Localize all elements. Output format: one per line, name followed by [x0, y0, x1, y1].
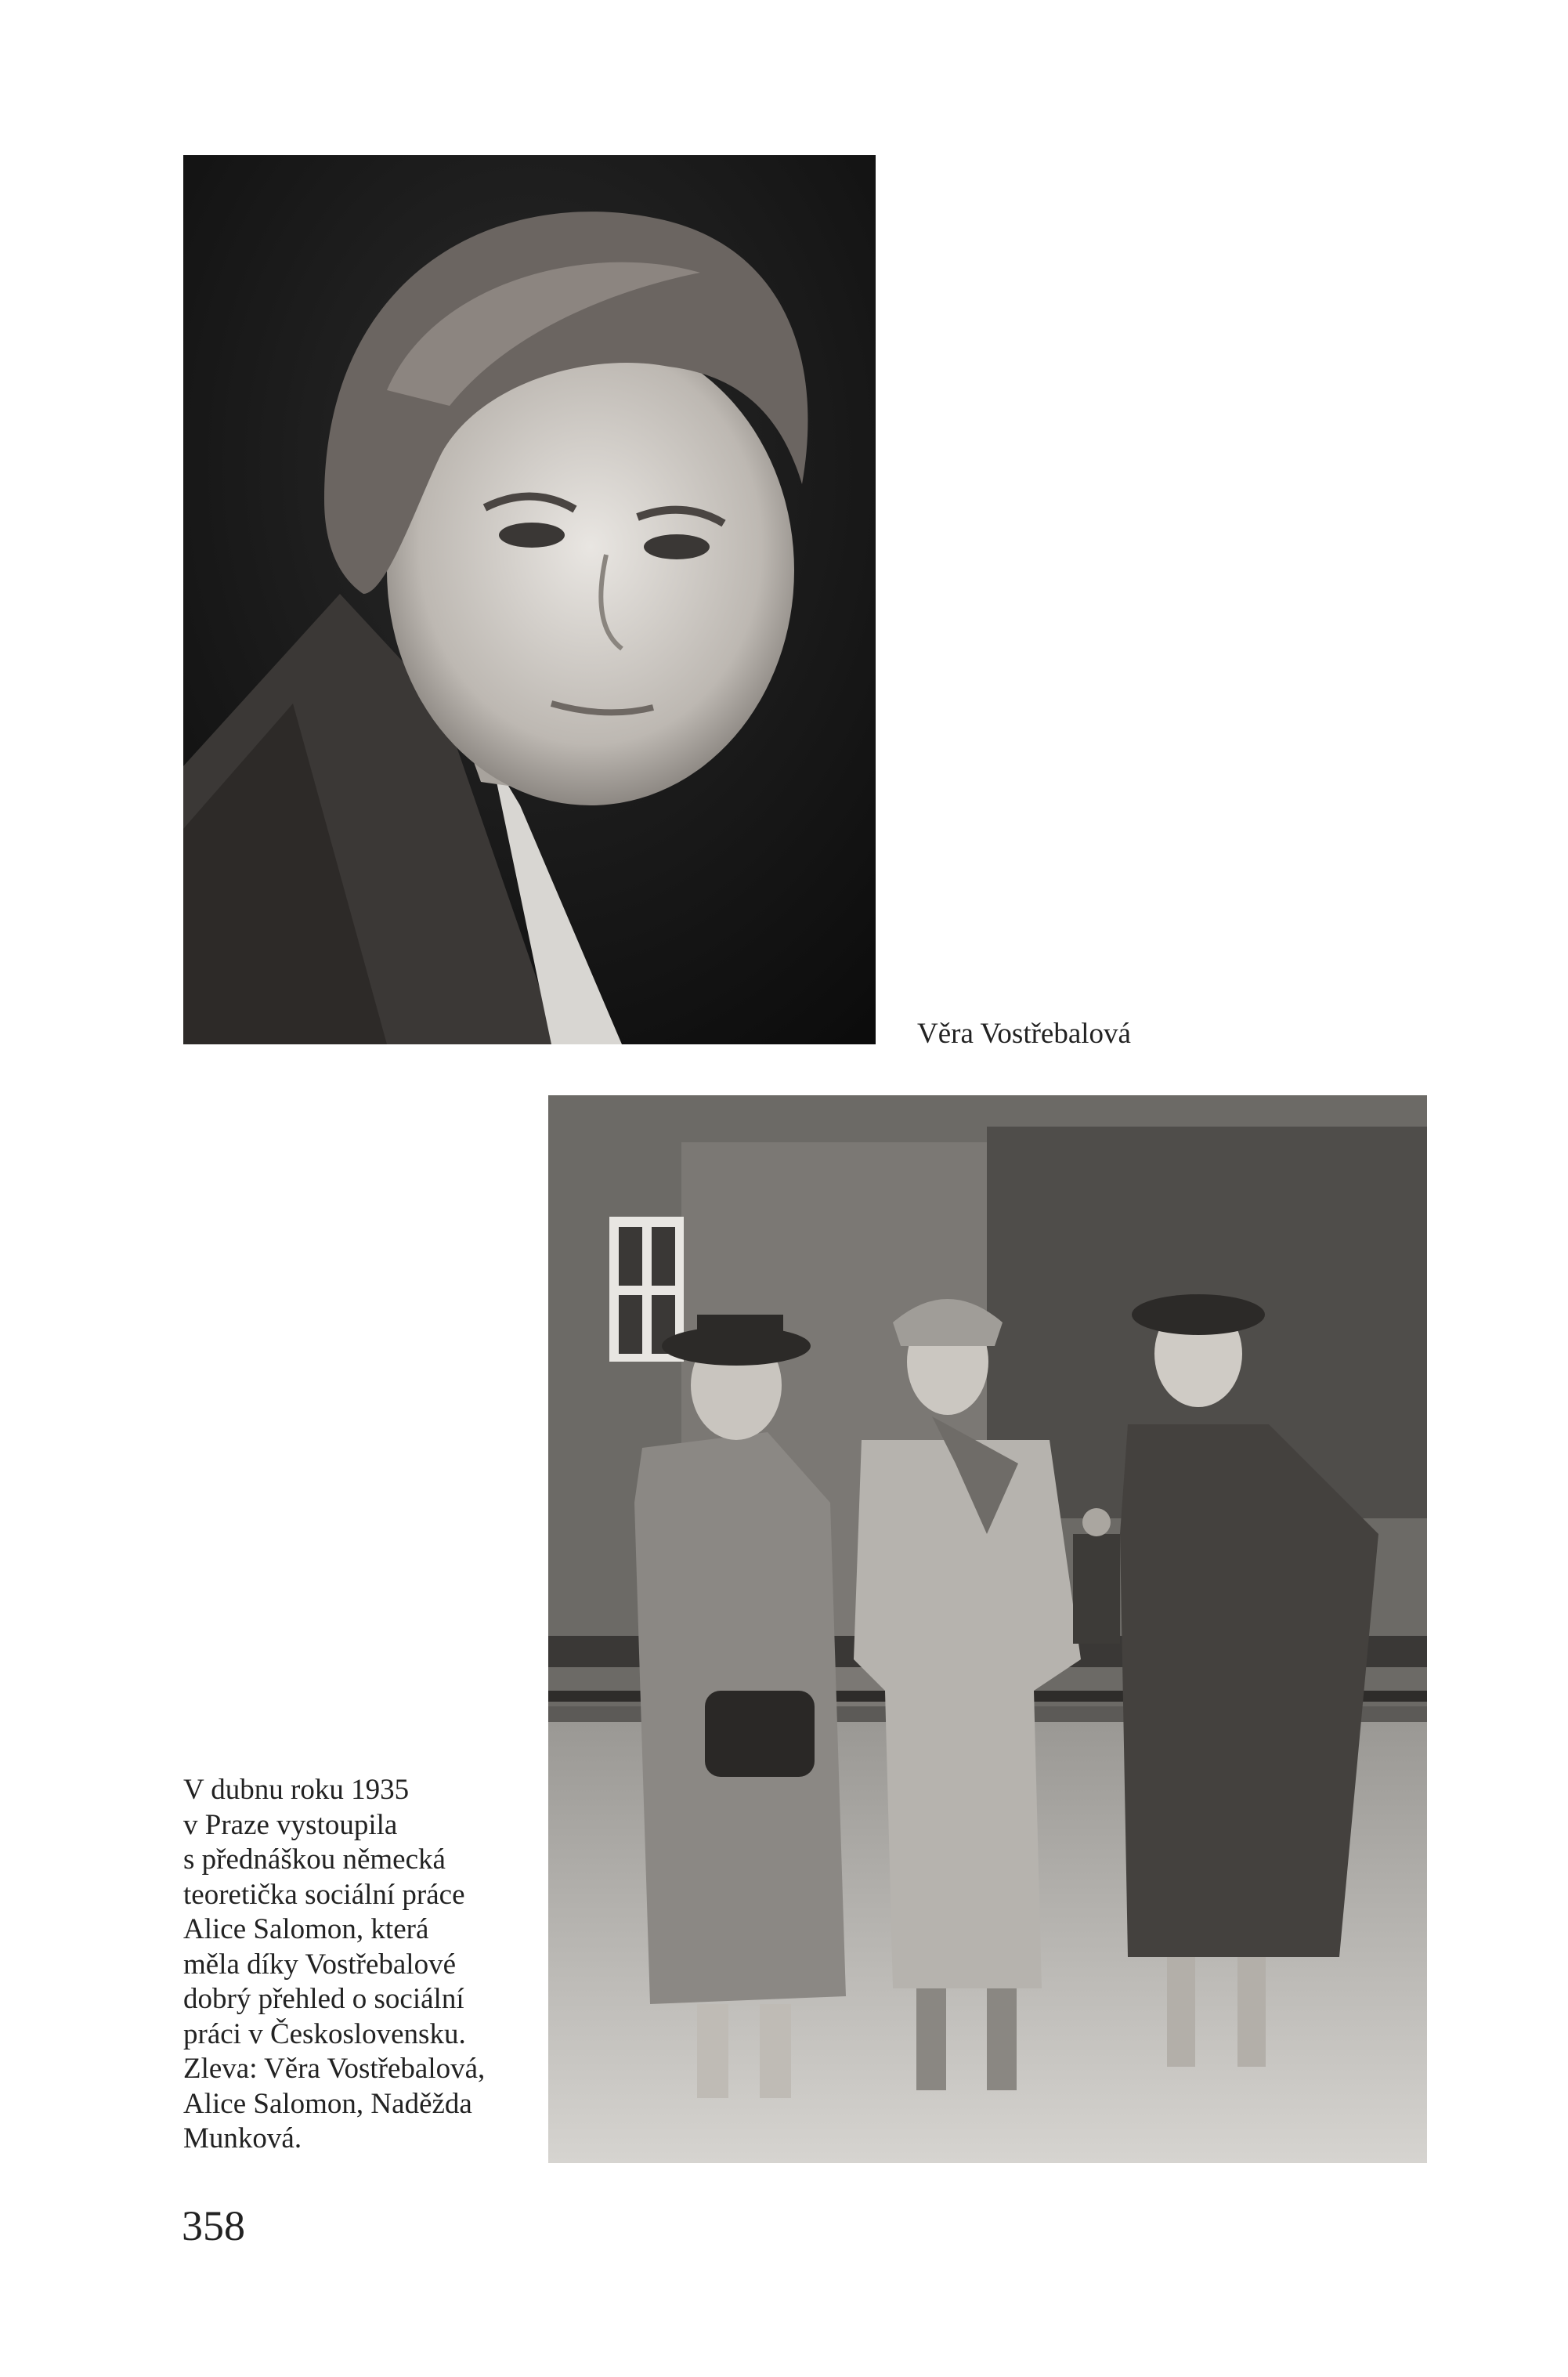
portrait-caption: Věra Vostřebalová	[917, 1018, 1131, 1050]
portrait-photo-image	[183, 155, 876, 1044]
group-photo-caption: V dubnu roku 1935 v Praze vystoupila s přednáškou německá teoretička sociální práce Alice Salomon, která měla díky Vostřebalové dobrý přehled o sociální práci v Československu. Zleva: Věra Vostřebalová, Alice Salomon, Naděžda Munková.	[183, 1774, 486, 2154]
portrait-photo	[183, 155, 876, 1044]
group-photo-image	[548, 1095, 1427, 2163]
group-photo	[548, 1095, 1427, 2163]
page-number: 358	[182, 2202, 245, 2249]
